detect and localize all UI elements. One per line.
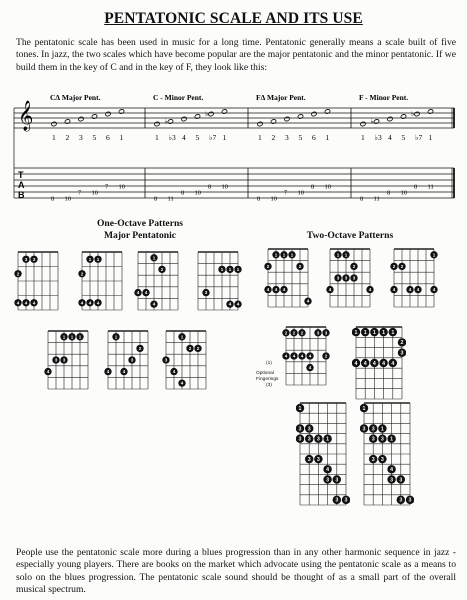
finger-number: 4 bbox=[136, 290, 140, 296]
finger-number: 2 bbox=[160, 266, 164, 272]
finger-number: 3 bbox=[32, 256, 36, 262]
fretboard-diagram bbox=[134, 247, 182, 313]
scale-degree: 5 bbox=[401, 133, 406, 142]
scale-degree: 3 bbox=[79, 133, 83, 142]
tab-number: 7 bbox=[284, 189, 288, 197]
finger-number: 4 bbox=[308, 365, 312, 371]
finger-number: 4 bbox=[32, 300, 36, 306]
note-head bbox=[370, 117, 379, 126]
fretboard-diagram bbox=[360, 398, 414, 508]
finger-number: 3 bbox=[408, 497, 412, 504]
tab-number: 8 bbox=[51, 195, 55, 203]
tab-number: 8 bbox=[387, 189, 391, 197]
note-head bbox=[324, 109, 330, 114]
tab-number: 11 bbox=[373, 195, 380, 203]
finger-number: 4 bbox=[152, 301, 156, 307]
tab-number: 10 bbox=[221, 183, 228, 191]
tab-number: 10 bbox=[91, 189, 98, 197]
tab-number: 10 bbox=[270, 195, 277, 203]
finger-number: 3 bbox=[400, 350, 404, 357]
finger-number: 2 bbox=[300, 330, 304, 336]
finger-number: 2 bbox=[266, 263, 270, 269]
optional-mark-1: (1) bbox=[266, 361, 272, 366]
optional-fingerings-note bbox=[256, 371, 278, 382]
fretboard-diagram bbox=[104, 326, 152, 392]
finger-number: 2 bbox=[324, 353, 328, 359]
finger-number: 2 bbox=[400, 263, 404, 269]
finger-number: 2 bbox=[196, 345, 200, 351]
finger-number: 1 bbox=[282, 252, 286, 258]
fretboard-diagram bbox=[390, 244, 438, 310]
optional-note-line2: Fingerings bbox=[256, 376, 279, 382]
scale-degree: 5 bbox=[298, 133, 303, 142]
finger-number: 3 bbox=[54, 357, 58, 363]
flat-accidental: ♭ bbox=[370, 117, 374, 126]
tab-number: 7 bbox=[105, 183, 109, 191]
scale-degree: 6 bbox=[106, 133, 110, 142]
fretboard-diagram bbox=[44, 326, 92, 392]
scale-label: F - Minor Pent. bbox=[359, 93, 409, 102]
scale-degree: ♭3 bbox=[168, 133, 176, 142]
finger-number: 3 bbox=[344, 497, 348, 504]
tab-number: 10 bbox=[194, 189, 201, 197]
finger-number: 3 bbox=[380, 456, 384, 463]
finger-number: 4 bbox=[416, 287, 420, 293]
finger-number: 3 bbox=[307, 456, 311, 463]
fretboard-diagram bbox=[282, 322, 330, 388]
finger-number: 3 bbox=[344, 275, 348, 281]
tab-number: 8 bbox=[311, 183, 315, 191]
finger-number: 1 bbox=[380, 426, 384, 433]
finger-number: 4 bbox=[284, 353, 288, 359]
finger-number: 4 bbox=[408, 287, 412, 293]
finger-number: 2 bbox=[392, 263, 396, 269]
finger-number: 1 bbox=[152, 255, 156, 261]
finger-number: 3 bbox=[371, 436, 375, 443]
note-head bbox=[78, 116, 84, 121]
finger-number: 4 bbox=[144, 290, 148, 296]
finger-number: 4 bbox=[308, 353, 312, 359]
scale-degree: 2 bbox=[65, 133, 70, 142]
note-head bbox=[64, 119, 70, 124]
flat-accidental: ♭ bbox=[411, 110, 415, 118]
finger-number: 1 bbox=[354, 329, 358, 336]
finger-number: 1 bbox=[78, 334, 82, 340]
fretboard-diagram bbox=[162, 326, 210, 392]
note-head bbox=[164, 117, 173, 126]
finger-number: 3 bbox=[399, 477, 403, 484]
finger-number: 1 bbox=[180, 334, 184, 340]
scale-degree: ♭7 bbox=[415, 133, 423, 142]
finger-number: 2 bbox=[188, 345, 192, 351]
finger-number: 3 bbox=[298, 436, 302, 443]
finger-number: 1 bbox=[290, 252, 294, 258]
scale-degree: 4 bbox=[388, 133, 392, 142]
finger-number: 4 bbox=[282, 287, 286, 293]
scale-degree: 4 bbox=[182, 133, 186, 142]
finger-number: 4 bbox=[391, 360, 395, 367]
tab-number: 8 bbox=[414, 183, 418, 191]
tab-number: 11 bbox=[167, 195, 174, 203]
finger-number: 3 bbox=[399, 497, 403, 504]
optional-note-line1: Optional bbox=[256, 371, 274, 376]
note-head bbox=[221, 109, 227, 114]
note-head bbox=[208, 111, 214, 116]
scale-degree: 5 bbox=[195, 133, 200, 142]
finger-number: 1 bbox=[220, 266, 224, 272]
finger-number: 4 bbox=[266, 287, 270, 293]
finger-number: 4 bbox=[363, 360, 367, 367]
finger-number: 1 bbox=[382, 329, 386, 336]
note-head bbox=[194, 114, 200, 119]
two-octave-heading: Two-Octave Patterns bbox=[306, 230, 394, 241]
finger-number: 1 bbox=[362, 405, 366, 412]
finger-number: 4 bbox=[122, 369, 126, 375]
note-head bbox=[257, 121, 263, 126]
finger-number: 3 bbox=[335, 477, 339, 484]
finger-number: 2 bbox=[138, 345, 142, 351]
finger-number: 3 bbox=[316, 436, 320, 443]
fretboard-diagram bbox=[194, 247, 242, 313]
scale-degree: 1 bbox=[258, 133, 262, 142]
finger-number: 4 bbox=[390, 467, 394, 474]
scale-label: F∆ Major Pent. bbox=[256, 93, 306, 102]
finger-number: 4 bbox=[88, 300, 92, 306]
tab-letter-a: A bbox=[18, 180, 25, 190]
finger-number: 4 bbox=[292, 353, 296, 359]
major-pentatonic-heading: Major Pentatonic bbox=[103, 230, 177, 241]
flat-accidental: ♭ bbox=[205, 110, 209, 118]
one-octave-heading bbox=[70, 218, 210, 242]
finger-number: 1 bbox=[372, 329, 376, 336]
finger-number: 1 bbox=[344, 252, 348, 258]
finger-number: 1 bbox=[336, 252, 340, 258]
note-head bbox=[154, 121, 160, 126]
finger-number: 3 bbox=[362, 426, 366, 433]
finger-number: 4 bbox=[106, 369, 110, 375]
fretboard-diagram bbox=[352, 322, 406, 402]
optional-mark-3: (3) bbox=[266, 383, 272, 388]
tab-letter-b: B bbox=[18, 190, 25, 200]
fretboard-diagram bbox=[264, 244, 312, 310]
tab-letter-t: T bbox=[18, 170, 24, 180]
finger-number: 3 bbox=[316, 330, 320, 336]
finger-number: 1 bbox=[114, 334, 118, 340]
finger-number: 3 bbox=[380, 436, 384, 443]
scale-degree: 1 bbox=[428, 133, 433, 142]
finger-number: 3 bbox=[24, 256, 28, 262]
finger-number: 1 bbox=[70, 334, 74, 340]
scale-degree: 3 bbox=[285, 133, 289, 142]
finger-number: 3 bbox=[336, 275, 340, 281]
finger-number: 1 bbox=[96, 256, 100, 262]
note-head bbox=[427, 109, 433, 114]
scale-degree: 1 bbox=[361, 133, 365, 142]
finger-number: 1 bbox=[236, 266, 240, 272]
fretboard-diagram bbox=[78, 247, 126, 313]
note-head bbox=[105, 111, 111, 116]
finger-number: 3 bbox=[371, 426, 375, 433]
finger-number: 4 bbox=[24, 300, 28, 306]
tab-number: 10 bbox=[297, 189, 304, 197]
tab-number: 8 bbox=[181, 189, 185, 197]
scale-degree: 5 bbox=[92, 133, 97, 142]
finger-number: 1 bbox=[326, 436, 330, 443]
note-head bbox=[311, 111, 317, 116]
fretboard-diagram bbox=[14, 247, 62, 313]
finger-number: 2 bbox=[16, 271, 20, 277]
finger-number: 3 bbox=[130, 357, 134, 363]
scale-degree: 1 bbox=[119, 133, 124, 142]
finger-number: 4 bbox=[368, 287, 372, 293]
finger-number: 3 bbox=[352, 275, 356, 281]
note-head bbox=[91, 114, 97, 119]
scale-degree: ♭7 bbox=[209, 133, 217, 142]
finger-number: 1 bbox=[274, 252, 278, 258]
tab-number: 8 bbox=[257, 195, 261, 203]
finger-number: 2 bbox=[292, 330, 296, 336]
finger-number: 3 bbox=[335, 497, 339, 504]
finger-number: 4 bbox=[306, 298, 310, 304]
tab-number: 10 bbox=[324, 183, 331, 191]
finger-number: 1 bbox=[391, 329, 395, 336]
finger-number: 3 bbox=[326, 477, 330, 484]
finger-number: 1 bbox=[390, 436, 394, 443]
finger-number: 4 bbox=[432, 287, 436, 293]
note-head bbox=[387, 116, 393, 121]
finger-number: 3 bbox=[204, 290, 208, 296]
finger-number: 2 bbox=[80, 271, 84, 277]
tab-number: 8 bbox=[360, 195, 364, 203]
finger-number: 3 bbox=[316, 456, 320, 463]
finger-number: 4 bbox=[80, 300, 84, 306]
finger-number: 4 bbox=[172, 369, 176, 375]
finger-number: 3 bbox=[62, 357, 66, 363]
note-head bbox=[360, 121, 366, 126]
scale-label: C - Minor Pent. bbox=[153, 93, 204, 102]
scale-degree: 1 bbox=[325, 133, 330, 142]
finger-number: 4 bbox=[180, 380, 184, 386]
note-head bbox=[297, 114, 303, 119]
finger-number: 1 bbox=[62, 334, 66, 340]
notation-and-tab-staff bbox=[8, 88, 460, 208]
finger-number: 3 bbox=[307, 426, 311, 433]
finger-number: 4 bbox=[328, 287, 332, 293]
finger-number: 2 bbox=[284, 330, 288, 336]
finger-number: 4 bbox=[274, 287, 278, 293]
fretboard-diagram bbox=[296, 398, 350, 508]
finger-number: 4 bbox=[16, 300, 20, 306]
finger-number: 2 bbox=[400, 340, 404, 347]
finger-number: 3 bbox=[298, 426, 302, 433]
finger-number: 3 bbox=[164, 357, 168, 363]
note-head bbox=[118, 109, 124, 114]
finger-number: 2 bbox=[352, 263, 356, 269]
finger-number: 4 bbox=[382, 360, 386, 367]
finger-number: 3 bbox=[324, 330, 328, 336]
finger-number: 2 bbox=[298, 263, 302, 269]
finger-number: 4 bbox=[392, 287, 396, 293]
one-octave-heading-line1: One-Octave Patterns bbox=[96, 218, 184, 229]
page-title: PENTATONIC SCALE AND ITS USE bbox=[104, 10, 363, 27]
tab-number: 7 bbox=[78, 189, 82, 197]
finger-number: 4 bbox=[372, 360, 376, 367]
tab-number: 10 bbox=[64, 195, 71, 203]
note-head bbox=[284, 116, 290, 121]
note-head bbox=[51, 121, 57, 126]
finger-number: 4 bbox=[326, 467, 330, 474]
finger-number: 1 bbox=[88, 256, 92, 262]
scale-label: C∆ Major Pent. bbox=[50, 93, 101, 102]
flat-accidental: ♭ bbox=[164, 117, 168, 126]
finger-number: 4 bbox=[46, 369, 50, 375]
finger-number: 1 bbox=[363, 329, 367, 336]
fretboard-diagram bbox=[326, 244, 374, 310]
scale-degree: 1 bbox=[52, 133, 56, 142]
scale-degree: 6 bbox=[312, 133, 316, 142]
treble-clef-icon: 𝄞 bbox=[18, 101, 34, 131]
closing-paragraph: People use the pentatonic scale more during a blues progression than in any other harmonic sequence in jazz - especially young players. There are books on the market which advocate using the pentatonic scale as a means to solo on the blues progression. The pentatonic scale sound should be thought of as a small part of the overall musical spectrum. bbox=[16, 547, 456, 595]
scale-degree: ♭3 bbox=[374, 133, 382, 142]
intro-paragraph: The pentatonic scale has been used in music for a long time. Pentatonic generally means a scale built of five tones. In jazz, the two scales which have become popular are the major pentatonic and the minor pentatonic. If we build them in the key of C and in the key of F, they look like this: bbox=[16, 37, 456, 73]
finger-number: 3 bbox=[390, 477, 394, 484]
scale-degree: 1 bbox=[155, 133, 159, 142]
finger-number: 4 bbox=[354, 360, 358, 367]
finger-number: 3 bbox=[371, 456, 375, 463]
note-head bbox=[181, 116, 187, 121]
finger-number: 1 bbox=[298, 405, 302, 412]
tab-number: 8 bbox=[208, 183, 212, 191]
note-head bbox=[400, 114, 406, 119]
tab-number: 11 bbox=[427, 183, 434, 191]
finger-number: 4 bbox=[236, 301, 240, 307]
scale-degree: 2 bbox=[271, 133, 276, 142]
finger-number: 1 bbox=[432, 252, 436, 258]
scale-degree: 1 bbox=[222, 133, 227, 142]
note-head bbox=[414, 111, 420, 116]
note-head bbox=[270, 119, 276, 124]
tab-number: 10 bbox=[118, 183, 125, 191]
finger-number: 4 bbox=[300, 353, 304, 359]
finger-number: 1 bbox=[228, 266, 232, 272]
finger-number: 3 bbox=[307, 436, 311, 443]
finger-number: 4 bbox=[228, 301, 232, 307]
finger-number: 4 bbox=[96, 300, 100, 306]
tab-number: 10 bbox=[400, 189, 407, 197]
tab-number: 8 bbox=[154, 195, 158, 203]
